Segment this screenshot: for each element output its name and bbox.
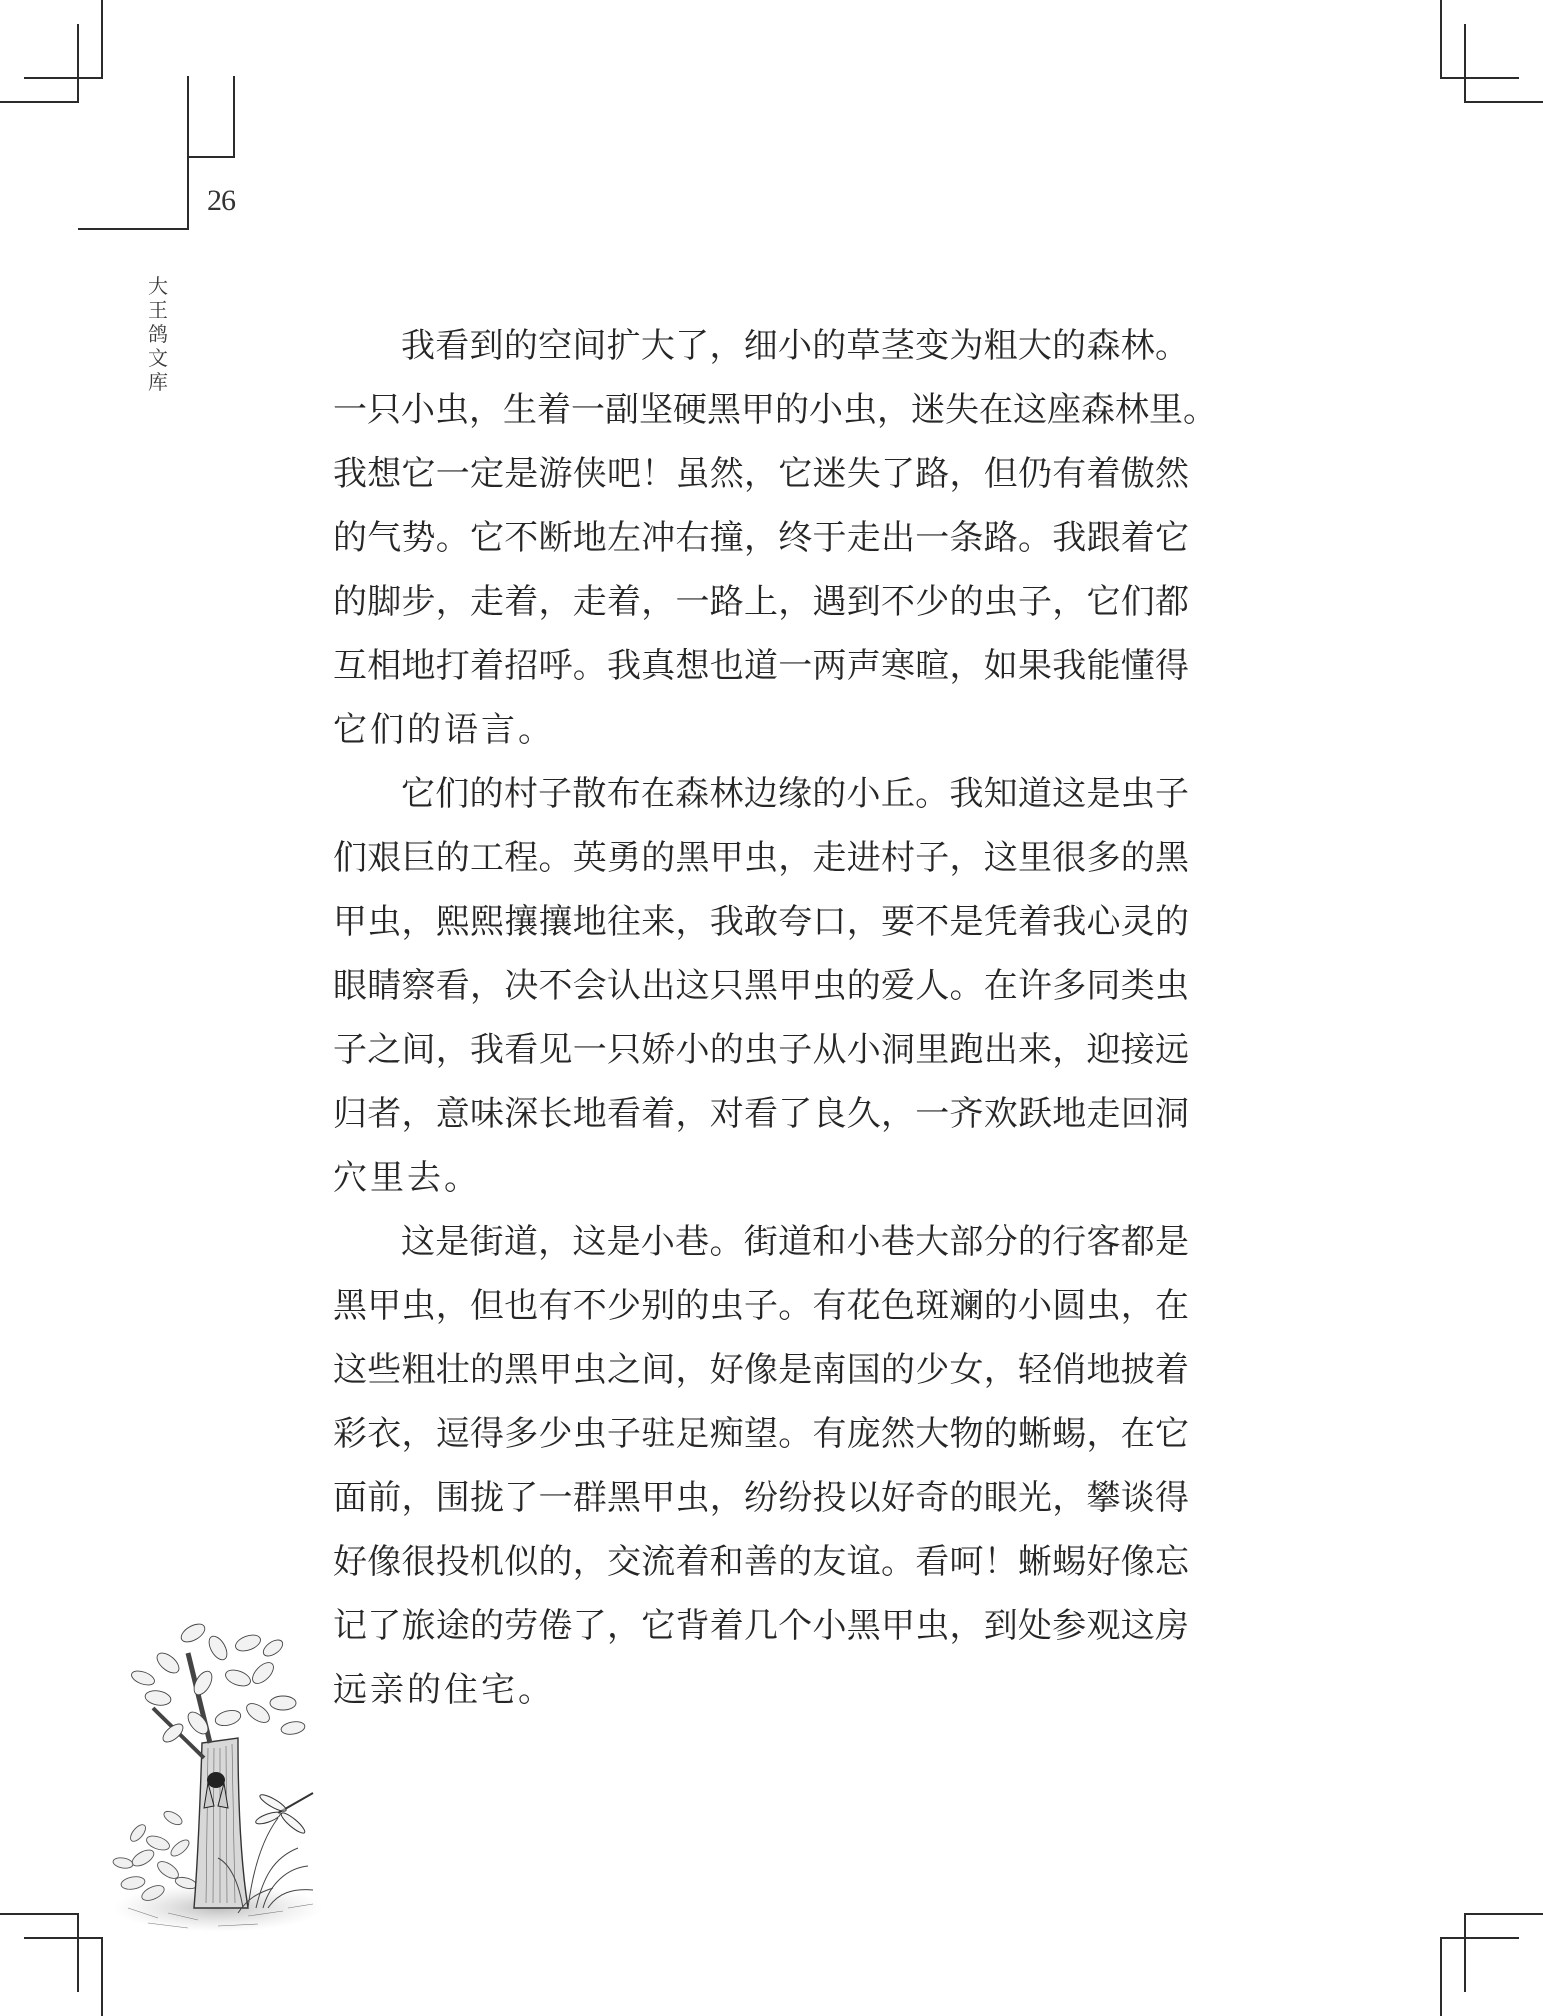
series-title-char: 库 (148, 370, 168, 394)
crop-mark-bottom-right-h1 (1464, 1913, 1543, 1915)
text-line: 归者，意味深长地看着，对看了良久，一齐欢跃地走回洞 (333, 1094, 1189, 1134)
crop-mark-bottom-right-v1 (1464, 1913, 1466, 1992)
page-frame-line (188, 156, 235, 158)
text-line: 远亲的住宅。 (333, 1670, 555, 1710)
text-line: 面前，围拢了一群黑甲虫，纷纷投以好奇的眼光，攀谈得 (333, 1478, 1189, 1518)
crop-mark-top-right-v2 (1464, 24, 1466, 103)
text-line: 甲虫，熙熙攘攘地往来，我敢夸口，要不是凭着我心灵的 (333, 902, 1189, 942)
tree-illustration-icon (98, 1608, 323, 1938)
page-frame-line (78, 228, 189, 230)
text-line: 互相地打着招呼。我真想也道一两声寒暄，如果我能懂得 (333, 646, 1189, 686)
page-frame-line (233, 76, 235, 158)
crop-mark-bottom-right-h2 (1440, 1937, 1519, 1939)
text-line: 好像很投机似的，交流着和善的友谊。看呵！蜥蜴好像忘 (333, 1542, 1189, 1582)
crop-mark-top-left-h1 (24, 77, 103, 79)
crop-mark-top-right-h2 (1464, 101, 1543, 103)
page-frame-line (187, 76, 189, 230)
series-title-char: 文 (148, 346, 168, 370)
page-number: 26 (207, 184, 235, 217)
crop-mark-top-left-v2 (77, 24, 79, 103)
text-line: 的气势。它不断地左冲右撞，终于走出一条路。我跟着它 (333, 518, 1189, 558)
text-line: 这些粗壮的黑甲虫之间，好像是南国的少女，轻俏地披着 (333, 1350, 1189, 1390)
text-line: 我想它一定是游侠吧！虽然，它迷失了路，但仍有着傲然 (333, 454, 1189, 494)
crop-mark-bottom-left-v1 (77, 1913, 79, 1992)
series-title-char: 大 (148, 274, 168, 298)
crop-mark-top-right-h1 (1440, 77, 1519, 79)
text-line: 记了旅途的劳倦了，它背着几个小黑甲虫，到处参观这房 (333, 1606, 1189, 1646)
text-line: 黑甲虫，但也有不少别的虫子。有花色斑斓的小圆虫，在 (333, 1286, 1189, 1326)
dragonfly-icon (254, 1792, 313, 1836)
crop-mark-bottom-right-v2 (1440, 1937, 1442, 2016)
crop-mark-bottom-left-h1 (0, 1913, 79, 1915)
text-line: 这是街道，这是小巷。街道和小巷大部分的行客都是 (401, 1222, 1189, 1262)
text-line: 们艰巨的工程。英勇的黑甲虫，走进村子，这里很多的黑 (333, 838, 1189, 878)
text-line: 彩衣，逗得多少虫子驻足痴望。有庞然大物的蜥蜴，在它 (333, 1414, 1189, 1454)
text-line: 眼睛察看，决不会认出这只黑甲虫的爱人。在许多同类虫 (333, 966, 1189, 1006)
paragraph (333, 1210, 1189, 1722)
text-line: 子之间，我看见一只娇小的虫子从小洞里跑出来，迎接远 (333, 1030, 1189, 1070)
crop-mark-top-left-v1 (101, 0, 103, 79)
body-text (333, 314, 1217, 1722)
text-line: 我看到的空间扩大了，细小的草茎变为粗大的森林。 (401, 326, 1189, 366)
text-line: 一只小虫，生着一副坚硬黑甲的小虫，迷失在这座森林里。 (333, 390, 1217, 430)
series-title-char: 鸽 (148, 322, 168, 346)
series-title-char: 王 (148, 298, 168, 322)
paragraph (333, 762, 1189, 1210)
text-line: 穴里去。 (333, 1158, 481, 1198)
crop-mark-bottom-left-v2 (101, 1937, 103, 2016)
text-line: 的脚步，走着，走着，一路上，遇到不少的虫子，它们都 (333, 582, 1189, 622)
crop-mark-top-left-h2 (0, 101, 79, 103)
crop-mark-bottom-left-h2 (24, 1937, 103, 1939)
text-line: 它们的村子散布在森林边缘的小丘。我知道这是虫子 (401, 774, 1189, 814)
series-title (146, 274, 170, 394)
text-line: 它们的语言。 (333, 710, 555, 750)
crop-mark-top-right-v1 (1440, 0, 1442, 79)
paragraph (333, 314, 1217, 762)
